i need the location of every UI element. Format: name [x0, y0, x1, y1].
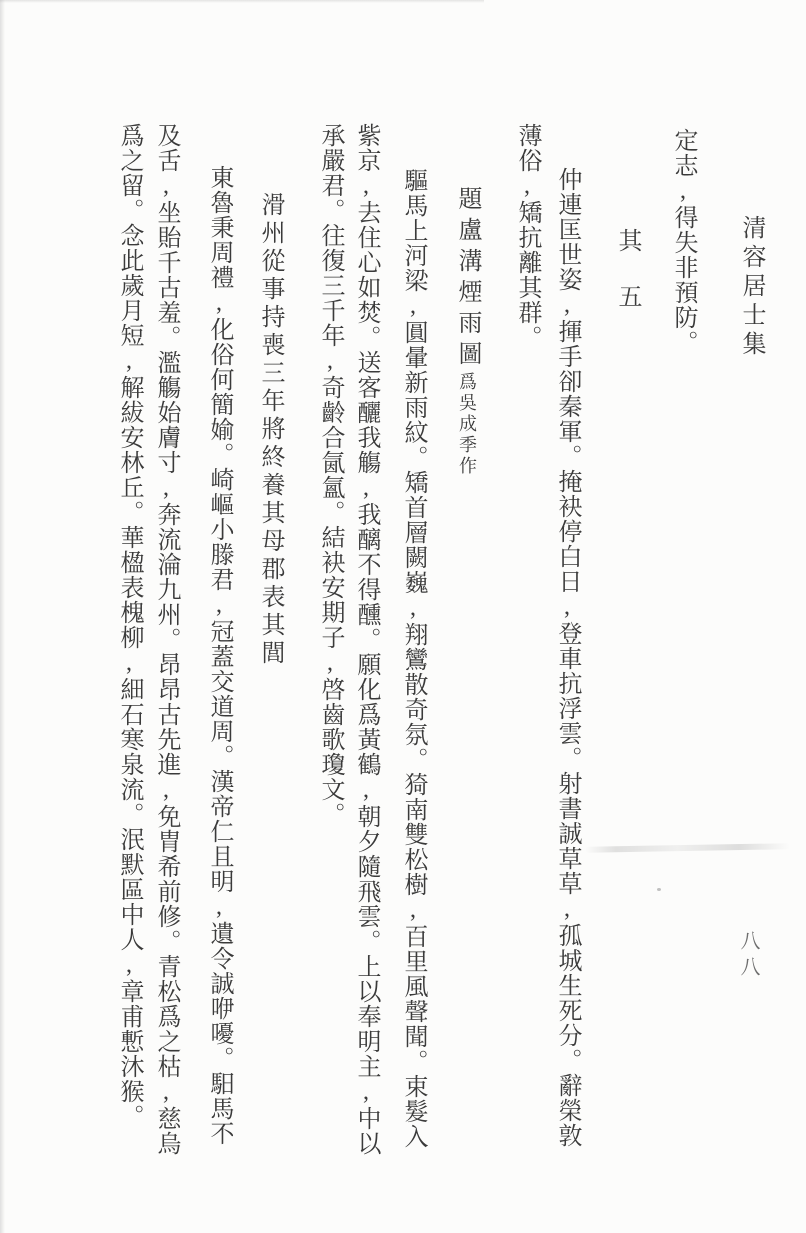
poem-line: 薄俗,矯抗離其群。: [514, 123, 540, 350]
poem-line: 定志,得失非預防。: [670, 128, 696, 355]
poem-line: 驅馬上河梁,圓暈新雨紋。矯首層闕巍,翔鸞散奇氛。猗南雙松樹,百里風聲聞。束髮入: [400, 168, 426, 1149]
poem-title-note: 爲吳成季作: [457, 372, 477, 477]
section-label: 其五: [614, 228, 640, 340]
poem-line: 紫京,去住心如焚。送客釃我觴,我醨不得醺。願化爲黃鶴,朝夕隨飛雲。上以奉明主,中以: [353, 123, 379, 1156]
book-title: 清容居士集: [738, 215, 764, 360]
poem-title: [452, 186, 482, 477]
page-number: 八八: [737, 930, 759, 982]
scan-edge-shadow: [0, 0, 5, 1233]
poem-line: 東魯秉周禮,化俗何簡媮。崎嶇小滕君,冠蓋交道周。漢帝仁且明,遺令誠咿嚘。馹馬不: [206, 165, 232, 1146]
scan-artifact: [657, 888, 661, 891]
poem-title: 滑州從事持喪三年將終養其母郡表其閭: [257, 192, 283, 668]
scan-edge-shadow: [0, 0, 484, 3]
poem-line: 及舌,坐貽千古羞。濫觴始膚寸,奔流淪九州。昂昂古先進,免胄希前修。青松爲之枯,慈烏: [153, 123, 179, 1156]
poem-line: 承嚴君。往復三千年,奇齡合氤氳。結袂安期子,啓齒歌瓊文。: [317, 123, 343, 827]
poem-title-text: 題盧溝煙雨圖: [454, 186, 480, 372]
poem-line: 仲連匡世姿,揮手卻秦軍。掩袂停白日,登車抗浮雲。射書誠草草,孤城生死分。辭榮敦: [554, 167, 580, 1148]
scan-artifact: [585, 843, 790, 853]
poem-line: 爲之留。念此歲月短,解紱安林丘。華楹表槐柳,細石寒泉流。泯默區中人,章甫慙沐猴。: [116, 123, 142, 1129]
